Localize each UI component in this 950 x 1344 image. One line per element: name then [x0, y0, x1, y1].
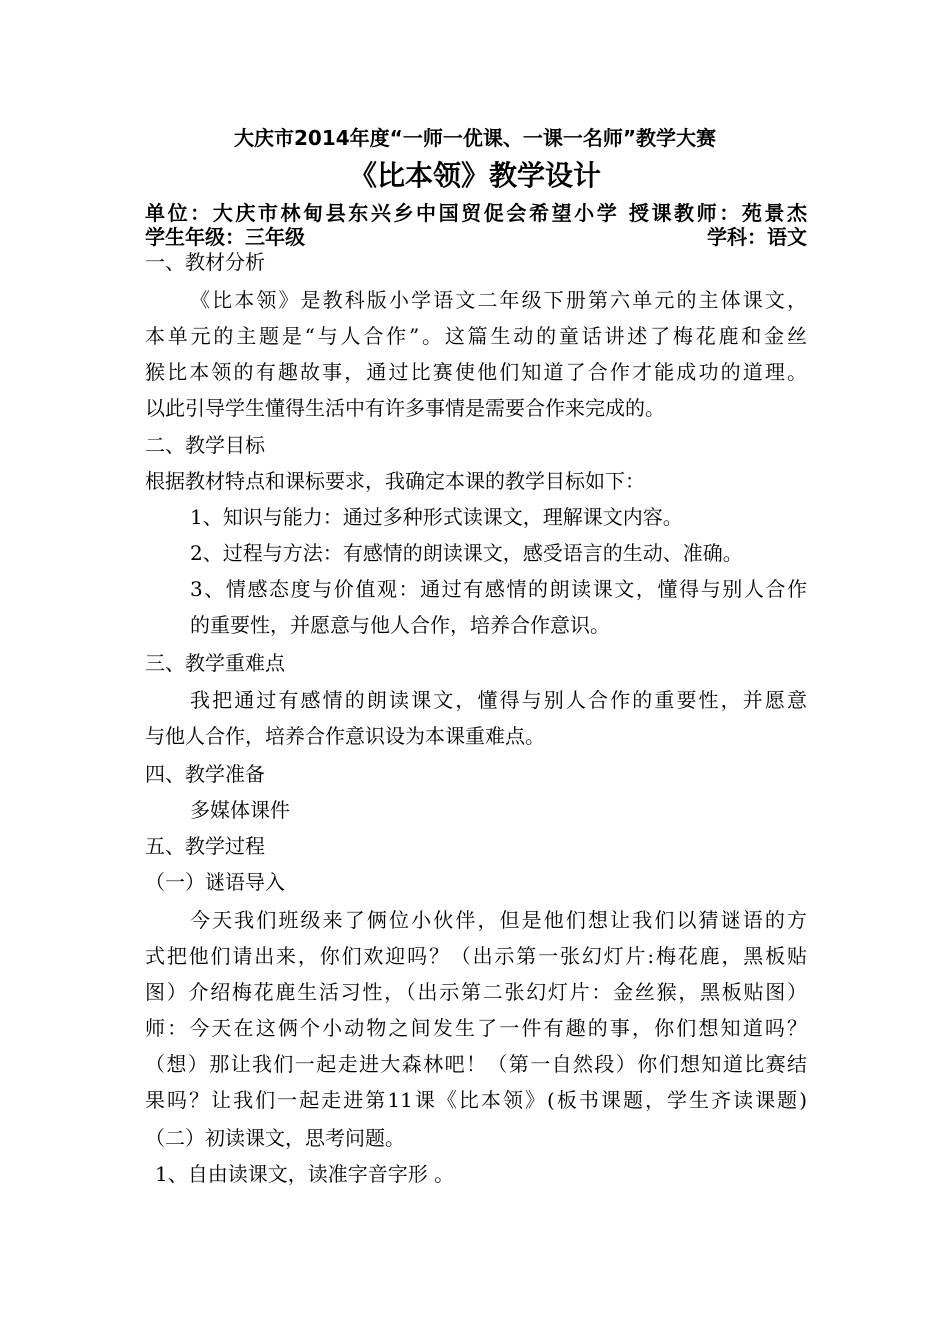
- section-heading: 四、教学准备: [145, 762, 265, 786]
- paragraph-line: （想）那让我们一起走进大森林吧！（第一自然段）你们想知道比赛结: [145, 1052, 807, 1076]
- goal-item: 3、情感态度与价值观：通过有感情的朗读课文，懂得与别人合作: [190, 577, 807, 601]
- paragraph-line: 《比本领》是教科版小学语文二年级下册第六单元的主体课文，: [190, 288, 807, 312]
- paragraph-line: 式把他们请出来，你们欢迎吗？（出示第一张幻灯片:梅花鹿，黑板贴: [145, 944, 807, 968]
- section-heading: 三、教学重难点: [145, 651, 285, 675]
- paragraph-line: 本单元的主题是“与人合作”。这篇生动的童话讲述了梅花鹿和金丝: [145, 324, 807, 348]
- paragraph-line: 与他人合作，培养合作意识设为本课重难点。: [145, 724, 545, 748]
- unit-line: 单位：大庆市林甸县东兴乡中国贸促会希望小学 授课教师：苑景杰: [145, 201, 807, 225]
- goal-item: 1、知识与能力：通过多种形式读课文，理解课文内容。: [190, 505, 683, 529]
- paragraph-line: 我把通过有感情的朗读课文，懂得与别人合作的重要性，并愿意: [190, 688, 807, 712]
- paragraph-line: 图）介绍梅花鹿生活习性，（出示第二张幻灯片：金丝猴，黑板贴图）: [145, 980, 807, 1004]
- step-item: 1、自由读课文，读准字音字形 。: [155, 1162, 455, 1186]
- section-heading: 一、教材分析: [145, 250, 265, 274]
- subject-label: 学科：语文: [707, 225, 807, 249]
- goal-item: 的重要性，并愿意与他人合作，培养合作意识。: [190, 613, 610, 637]
- paragraph-line: 以此引导学生懂得生活中有许多事情是需要合作来完成的。: [145, 396, 665, 420]
- grade-label: 学生年级：三年级: [145, 225, 305, 249]
- paragraph-line: 果吗？让我们一起走进第11课《比本领》(板书课题，学生齐读课题): [145, 1088, 807, 1112]
- paragraph-line: 猴比本领的有趣故事，通过比赛使他们知道了合作才能成功的道理。: [145, 360, 807, 384]
- paragraph-line: 根据教材特点和课标要求，我确定本课的教学目标如下：: [145, 469, 645, 493]
- subsection-heading: （二）初读课文，思考问题。: [145, 1126, 405, 1150]
- paragraph-line: 今天我们班级来了俩位小伙伴，但是他们想让我们以猜谜语的方: [190, 908, 807, 932]
- section-heading: 二、教学目标: [145, 433, 265, 457]
- section-heading: 五、教学过程: [145, 834, 265, 858]
- paragraph-line: 师：今天在这俩个小动物之间发生了一件有趣的事，你们想知道吗？: [145, 1016, 807, 1040]
- contest-title: 大庆市2014年度“一师一优课、一课一名师”教学大赛: [234, 126, 716, 150]
- subsection-heading: （一）谜语导入: [145, 870, 285, 894]
- page-title: 《比本领》教学设计: [348, 159, 601, 192]
- goal-item: 2、过程与方法：有感情的朗读课文，感受语言的生动、准确。: [190, 541, 743, 565]
- paragraph-line: 多媒体课件: [190, 798, 290, 822]
